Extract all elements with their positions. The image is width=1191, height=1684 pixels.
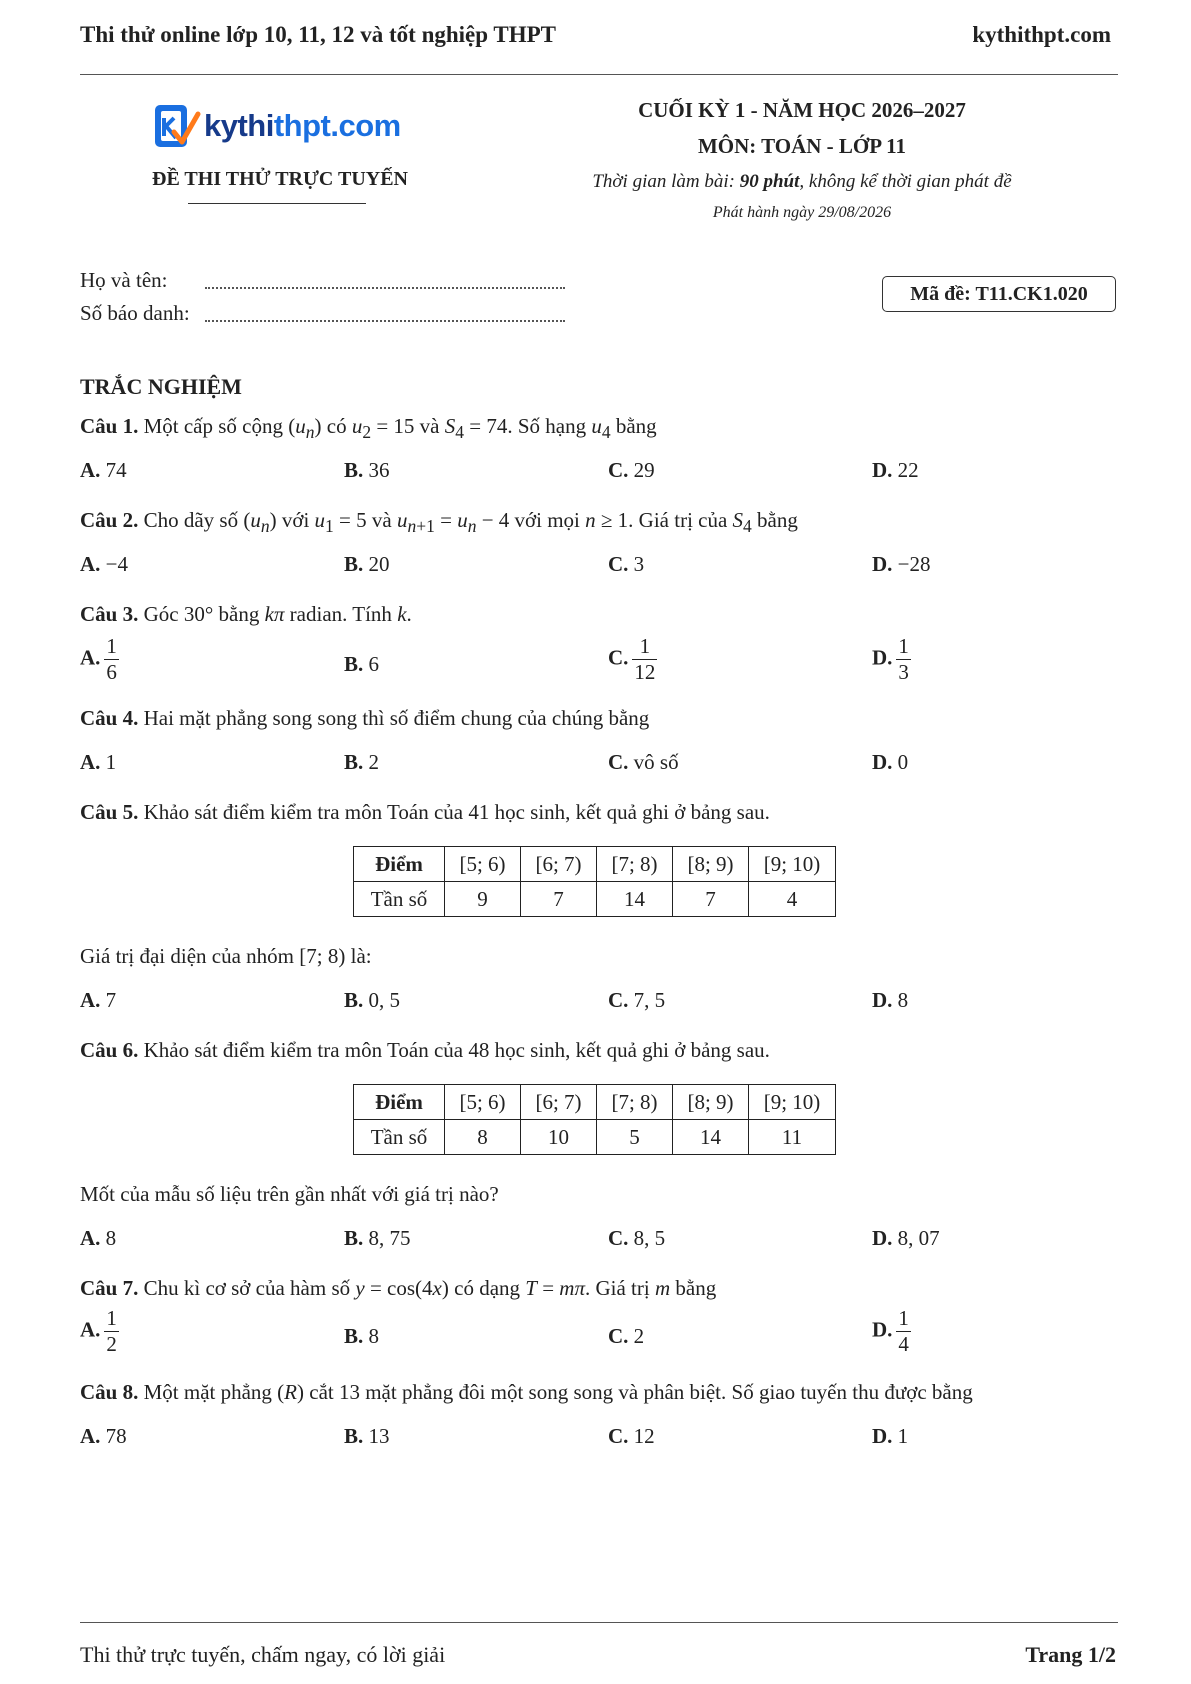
table-cell: Tần số bbox=[354, 1120, 445, 1155]
q8-option-d[interactable]: D. 1 bbox=[872, 1424, 909, 1448]
q8-option-c[interactable]: C. 12 bbox=[608, 1424, 655, 1448]
exam-code-badge: Mã đề: T11.CK1.020 bbox=[882, 276, 1116, 312]
logo-icon bbox=[152, 102, 202, 154]
table-header-cell: Điểm bbox=[354, 1085, 445, 1120]
question-6: Câu 6. Khảo sát điểm kiểm tra môn Toán của 48 học sinh, kết quả ghi ở bảng sau. bbox=[80, 1038, 770, 1062]
logo-text: kythithpt.com bbox=[204, 108, 401, 143]
q4-option-b[interactable]: B. 2 bbox=[344, 750, 380, 774]
table-cell: 4 bbox=[749, 882, 836, 917]
candidate-id-label: Số báo danh: bbox=[80, 301, 190, 325]
q3-option-a[interactable]: A. $\frac{1}{6}$ bbox=[80, 634, 117, 684]
question-3: Câu 3. Góc 30° bằng kπ radian. Tính k. bbox=[80, 602, 412, 626]
subtitle-underline bbox=[188, 203, 366, 204]
table-header-cell: [6; 7) bbox=[521, 1085, 597, 1120]
question-5: Câu 5. Khảo sát điểm kiểm tra môn Toán của 41 học sinh, kết quả ghi ở bảng sau. bbox=[80, 800, 770, 824]
frequency-table-2 bbox=[353, 1084, 836, 1155]
question-4: Câu 4. Hai mặt phẳng song song thì số điểm chung của chúng bằng bbox=[80, 706, 650, 730]
q8-option-a[interactable]: A. 78 bbox=[80, 1424, 127, 1448]
table-header-cell: [8; 9) bbox=[673, 847, 749, 882]
q3-option-d[interactable]: D. $\frac{1}{3}$ bbox=[872, 634, 909, 684]
table-header-cell: [9; 10) bbox=[749, 1085, 836, 1120]
q6-option-a[interactable]: A. 8 bbox=[80, 1226, 117, 1250]
q3-option-c[interactable]: C. $\frac{1}{12}$ bbox=[608, 634, 656, 684]
table-header-cell: [6; 7) bbox=[521, 847, 597, 882]
candidate-id-blank[interactable] bbox=[205, 320, 565, 322]
q1-option-c[interactable]: C. 29 bbox=[608, 458, 655, 482]
q6-option-d[interactable]: D. 8, 07 bbox=[872, 1226, 940, 1250]
table-cell: 7 bbox=[673, 882, 749, 917]
q4-option-a[interactable]: A. 1 bbox=[80, 750, 117, 774]
table-header-cell: [8; 9) bbox=[673, 1085, 749, 1120]
question-5-prompt: Giá trị đại diện của nhóm [7; 8) là: bbox=[80, 944, 372, 968]
q3-option-b[interactable]: B. 6 bbox=[344, 652, 380, 676]
question-7: Câu 7. Chu kì cơ sở của hàm số y = cos(4x) có dạng T = mπ. Giá trị m bằng bbox=[80, 1276, 717, 1300]
table-cell: 14 bbox=[673, 1120, 749, 1155]
frequency-table-1 bbox=[353, 846, 836, 917]
exam-term: CUỐI KỲ 1 - NĂM HỌC 2026–2027 bbox=[638, 98, 966, 122]
q4-option-c[interactable]: C. vô số bbox=[608, 750, 679, 774]
q6-option-c[interactable]: C. 8, 5 bbox=[608, 1226, 666, 1250]
q5-option-d[interactable]: D. 8 bbox=[872, 988, 909, 1012]
q2-option-b[interactable]: B. 20 bbox=[344, 552, 390, 576]
q7-option-c[interactable]: C. 2 bbox=[608, 1324, 645, 1348]
table-cell: 10 bbox=[521, 1120, 597, 1155]
exam-duration: Thời gian làm bài: 90 phút, không kể thời gian phát đề bbox=[592, 171, 1012, 192]
q1-option-b[interactable]: B. 36 bbox=[344, 458, 390, 482]
q5-option-b[interactable]: B. 0, 5 bbox=[344, 988, 401, 1012]
question-2: Câu 2. Cho dãy số $(u_n)$ với $u_1 = 5$ và $u_{n+1} = u_n - 4$ với mọi n ≥ 1. Giá trị của $S_4$ bằng bbox=[80, 508, 798, 537]
header-divider bbox=[80, 74, 1118, 75]
q4-option-d[interactable]: D. 0 bbox=[872, 750, 909, 774]
table-cell: 9 bbox=[445, 882, 521, 917]
q6-option-b[interactable]: B. 8, 75 bbox=[344, 1226, 411, 1250]
q2-option-a[interactable]: A. −4 bbox=[80, 552, 129, 576]
page-number: Trang 1/2 bbox=[1025, 1642, 1116, 1667]
q7-option-d[interactable]: D. $\frac{1}{4}$ bbox=[872, 1306, 909, 1356]
q8-option-b[interactable]: B. 13 bbox=[344, 1424, 390, 1448]
header-title: Thi thử online lớp 10, 11, 12 và tốt nghiệp THPT bbox=[80, 22, 556, 47]
section-title: TRẮC NGHIỆM bbox=[80, 374, 242, 399]
q2-option-c[interactable]: C. 3 bbox=[608, 552, 645, 576]
q7-option-a[interactable]: A. $\frac{1}{2}$ bbox=[80, 1306, 117, 1356]
table-cell: Tần số bbox=[354, 882, 445, 917]
name-label: Họ và tên: bbox=[80, 268, 168, 292]
table-cell: 7 bbox=[521, 882, 597, 917]
question-8: Câu 8. Một mặt phẳng (R) cắt 13 mặt phẳng đôi một song song và phân biệt. Số giao tuyến thu được bằng bbox=[80, 1380, 973, 1404]
table-header-cell: [5; 6) bbox=[445, 847, 521, 882]
table-header-cell: [7; 8) bbox=[597, 1085, 673, 1120]
table-header-cell: Điểm bbox=[354, 847, 445, 882]
header-site[interactable]: kythithpt.com bbox=[972, 22, 1111, 47]
q7-option-b[interactable]: B. 8 bbox=[344, 1324, 380, 1348]
q5-option-a[interactable]: A. 7 bbox=[80, 988, 117, 1012]
release-date: Phát hành ngày 29/08/2026 bbox=[712, 204, 892, 221]
question-6-prompt: Mốt của mẫu số liệu trên gần nhất với giá trị nào? bbox=[80, 1182, 499, 1206]
table-cell: 5 bbox=[597, 1120, 673, 1155]
question-1: Câu 1. Một cấp số cộng $(u_n)$ có $u_2 = 15$ và $S_4 = 74$. Số hạng $u_4$ bằng bbox=[80, 414, 657, 443]
name-blank[interactable] bbox=[205, 287, 565, 289]
q1-option-a[interactable]: A. 74 bbox=[80, 458, 127, 482]
q1-option-d[interactable]: D. 22 bbox=[872, 458, 919, 482]
footer-divider bbox=[80, 1622, 1118, 1623]
exam-subject: MÔN: TOÁN - LỚP 11 bbox=[697, 134, 907, 158]
table-header-cell: [7; 8) bbox=[597, 847, 673, 882]
table-cell: 11 bbox=[749, 1120, 836, 1155]
q5-option-c[interactable]: C. 7, 5 bbox=[608, 988, 666, 1012]
table-header-cell: [9; 10) bbox=[749, 847, 836, 882]
q2-option-d[interactable]: D. −28 bbox=[872, 552, 931, 576]
footer-tagline: Thi thử trực tuyến, chấm ngay, có lời giải bbox=[80, 1642, 446, 1667]
table-cell: 8 bbox=[445, 1120, 521, 1155]
table-header-cell: [5; 6) bbox=[445, 1085, 521, 1120]
table-cell: 14 bbox=[597, 882, 673, 917]
exam-type-subtitle: ĐỀ THI THỬ TRỰC TUYẾN bbox=[152, 168, 408, 190]
